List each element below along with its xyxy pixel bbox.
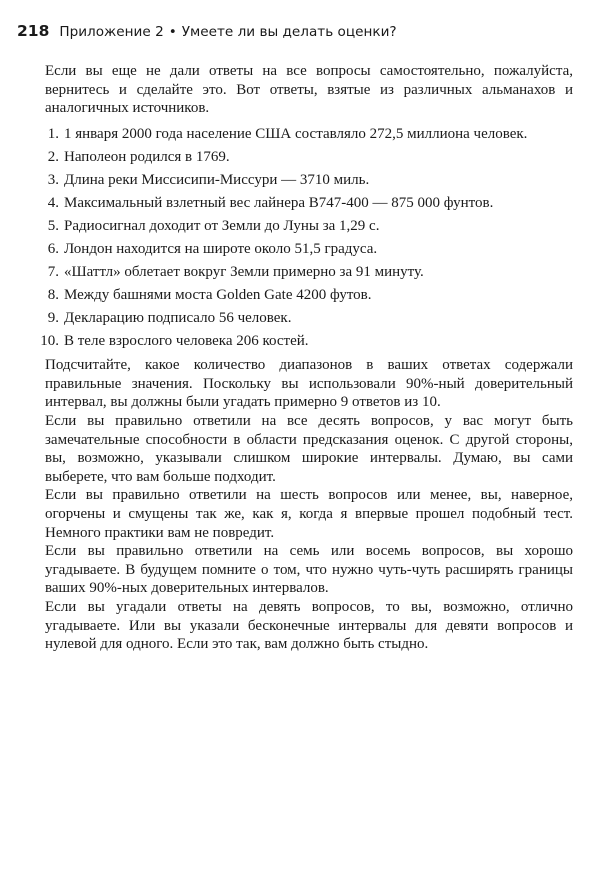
answer-text: В теле взрослого человека 206 костей. — [64, 332, 309, 349]
answer-item — [40, 332, 573, 351]
result-ten-paragraph: Если вы правильно ответили на все десять вопросов, у вас могут быть замечательные способности в области предсказания оценок. С другой стороны, вы, возможно, указывали слишком широкие интервалы. Думаю, вы сами выберете, что вам больше подходит. — [45, 413, 573, 485]
answer-item — [45, 217, 573, 236]
answer-text: Радиосигнал доходит от Земли до Луны за 1,29 с. — [64, 217, 380, 234]
page-number: 218 — [17, 22, 50, 40]
result-nine-paragraph: Если вы угадали ответы на девять вопросов, то вы, возможно, отлично угадываете. Или вы указали бесконечные интервалы для девяти вопросов и нулевой для одного. Если это так, вам должно быть стыдно. — [45, 598, 573, 653]
body-text — [40, 62, 573, 654]
answer-text: 1 января 2000 года население США составляло 272,5 миллиона человек. — [64, 125, 528, 142]
answer-text: «Шаттл» облетает вокруг Земли примерно за 91 минуту. — [64, 263, 424, 280]
answer-number: 5. — [47, 217, 59, 234]
answer-text: Наполеон родился в 1769. — [64, 148, 230, 165]
running-head — [17, 22, 577, 41]
answer-text: Максимальный взлетный вес лайнера В747-400 — 875 000 фунтов. — [64, 194, 494, 211]
answer-item — [45, 240, 573, 259]
answer-item — [45, 263, 573, 282]
result-six-paragraph: Если вы правильно ответили на шесть вопросов или менее, вы, наверное, огорчены и смущены так же, как я, когда я впервые прошел подобный тест. Немного практики вам не повредит. — [45, 487, 573, 541]
scoring-paragraph: Подсчитайте, какое количество диапазонов в ваших ответах содержали правильные значения. Поскольку вы использовали 90%-ный доверительный интервал, вы должны были угадать примерно 9 ответов из 10. — [45, 357, 573, 411]
answer-number: 6. — [47, 240, 59, 257]
answer-item — [45, 309, 573, 328]
answer-item — [45, 194, 573, 213]
answer-number: 7. — [47, 263, 59, 280]
answer-text: Длина реки Миссисипи-Миссури — 3710 миль. — [64, 171, 370, 188]
answer-number: 8. — [47, 286, 59, 303]
header-separator: • — [168, 24, 177, 40]
answer-number: 4. — [47, 194, 59, 211]
intro-paragraph: Если вы еще не дали ответы на все вопросы самостоятельно, пожалуйста, вернитесь и сделайте это. Вот ответы, взятые из различных альманахов и аналогичных источников. — [45, 63, 573, 117]
answer-number: 2. — [47, 148, 59, 165]
answer-item — [45, 171, 573, 190]
answer-item — [45, 286, 573, 305]
answer-number: 9. — [47, 309, 59, 326]
answer-item — [45, 148, 573, 167]
answers-list — [40, 125, 573, 350]
answer-number: 3. — [47, 171, 59, 188]
chapter-title: Умеете ли вы делать оценки? — [181, 24, 397, 40]
section-label: Приложение 2 — [59, 24, 164, 40]
answer-number: 10. — [40, 332, 59, 349]
answer-text: Декларацию подписало 56 человек. — [64, 309, 292, 326]
answer-text: Лондон находится на широте около 51,5 градуса. — [64, 240, 378, 257]
answer-text: Между башнями моста Golden Gate 4200 футов. — [64, 286, 372, 303]
answer-number: 1. — [47, 125, 59, 142]
result-seven-eight-paragraph: Если вы правильно ответили на семь или восемь вопросов, вы хорошо угадываете. В будущем помните о том, что нужно чуть-чуть расширять границы ваших 90%-ных доверительных интервалов. — [45, 543, 573, 597]
answer-item — [45, 125, 573, 144]
